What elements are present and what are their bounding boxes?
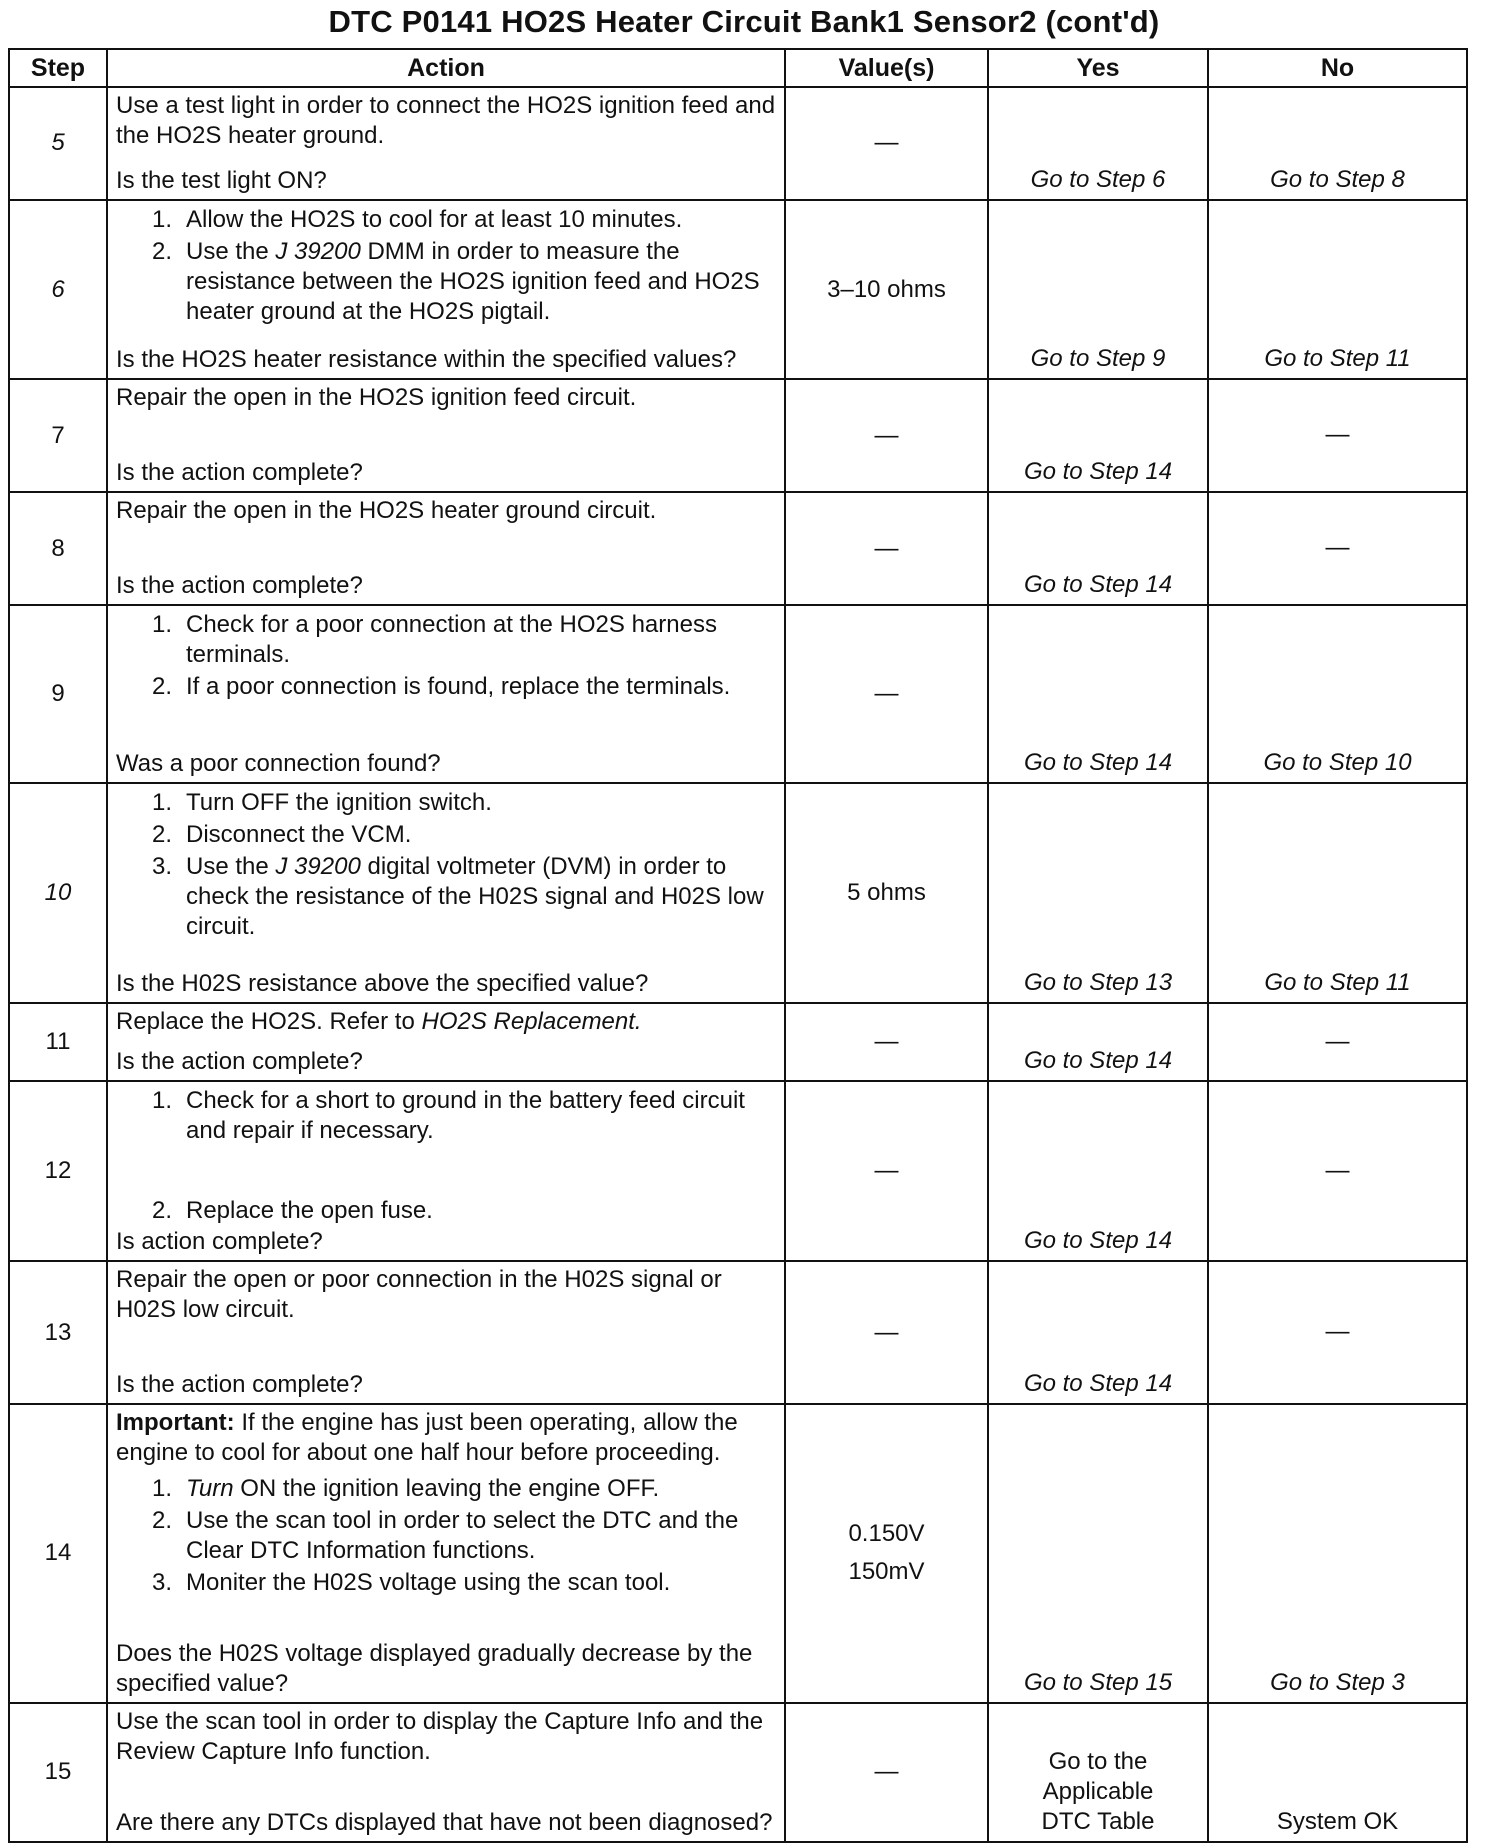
no-cell: Go to Step 8 bbox=[1208, 87, 1467, 200]
table-row bbox=[9, 605, 1467, 783]
value-cell: — bbox=[785, 1003, 988, 1082]
value-cell: — bbox=[785, 1081, 988, 1261]
step-number: 7 bbox=[9, 379, 107, 492]
value-cell: — bbox=[785, 605, 988, 783]
yes-cell: Go to Step 14 bbox=[988, 379, 1208, 492]
no-cell: Go to Step 10 bbox=[1208, 605, 1467, 783]
action-text: Repair the open or poor connection in the H02S signal or H02S low circuit. bbox=[116, 1265, 722, 1323]
no-cell: — bbox=[1208, 379, 1467, 492]
yes-cell: Go to Step 9 bbox=[988, 200, 1208, 380]
action-cell bbox=[107, 605, 785, 783]
value-cell: — bbox=[785, 87, 988, 200]
list-item: 1. Turn OFF the ignition switch. bbox=[151, 788, 492, 816]
table-row bbox=[9, 492, 1467, 605]
action-question: Are there any DTCs displayed that have not been diagnosed? bbox=[116, 1809, 773, 1836]
value-cell: — bbox=[785, 492, 988, 605]
no-cell: — bbox=[1208, 1081, 1467, 1261]
step-number: 15 bbox=[9, 1703, 107, 1842]
yes-cell: Go to Step 13 bbox=[988, 783, 1208, 1003]
action-cell bbox=[107, 87, 785, 200]
action-cell bbox=[107, 200, 785, 380]
action-cell bbox=[107, 1261, 785, 1404]
no-cell: — bbox=[1208, 1261, 1467, 1404]
table-row bbox=[9, 87, 1467, 200]
yes-cell: Go to Step 14 bbox=[988, 492, 1208, 605]
action-question: Is the action complete? bbox=[116, 1371, 363, 1399]
action-cell bbox=[107, 1003, 785, 1082]
value-cell: 5 ohms bbox=[785, 783, 988, 1003]
no-cell: System OK bbox=[1208, 1703, 1467, 1842]
action-cell bbox=[107, 492, 785, 605]
no-cell: — bbox=[1208, 492, 1467, 605]
table-header-row bbox=[9, 49, 1467, 87]
header-action: Action bbox=[107, 49, 785, 87]
header-yes: Yes bbox=[988, 49, 1208, 87]
step-number: 14 bbox=[9, 1404, 107, 1703]
action-text: Use the scan tool in order to display the Capture Info and the Review Capture Info function. bbox=[116, 1707, 764, 1765]
step-number: 8 bbox=[9, 492, 107, 605]
action-cell bbox=[107, 1404, 785, 1703]
list-item: 2. Replace the open fuse. bbox=[151, 1196, 433, 1224]
no-cell: Go to Step 11 bbox=[1208, 200, 1467, 380]
action-question: Does the H02S voltage displayed gradually decrease by the specified value? bbox=[116, 1639, 753, 1697]
action-question: Was a poor connection found? bbox=[116, 749, 441, 777]
no-cell: — bbox=[1208, 1003, 1467, 1082]
header-no: No bbox=[1208, 49, 1467, 87]
action-text: Repair the open in the HO2S heater ground circuit. bbox=[116, 497, 657, 525]
action-question: Is the HO2S heater resistance within the specified values? bbox=[116, 346, 737, 374]
important-note: Important: If the engine has just been operating, allow the engine to cool for about one half hour before proceeding. bbox=[116, 1409, 738, 1467]
action-question: Is the test light ON? bbox=[116, 166, 327, 194]
yes-cell: Go to Step 14 bbox=[988, 1003, 1208, 1082]
step-number: 13 bbox=[9, 1261, 107, 1404]
list-item: 2. Use the scan tool in order to select the DTC and the Clear DTC Information functions. bbox=[151, 1507, 739, 1565]
table-row bbox=[9, 1081, 1467, 1261]
list-item: 2. If a poor connection is found, replace the terminals. bbox=[151, 673, 731, 701]
header-step: Step bbox=[9, 49, 107, 87]
diagnostic-table bbox=[8, 48, 1468, 1843]
step-number: 6 bbox=[9, 200, 107, 380]
action-text: Repair the open in the HO2S ignition feed circuit. bbox=[116, 384, 637, 412]
yes-cell: Go to Step 6 bbox=[988, 87, 1208, 200]
action-text: Use a test light in order to connect the HO2S ignition feed and the HO2S heater ground. bbox=[116, 92, 776, 149]
value-cell: — bbox=[785, 1261, 988, 1404]
list-item: 2. Disconnect the VCM. bbox=[151, 820, 412, 848]
action-cell bbox=[107, 1081, 785, 1261]
list-item: 1. Allow the HO2S to cool for at least 10 minutes. bbox=[151, 205, 683, 233]
list-item: 3. Moniter the H02S voltage using the scan tool. bbox=[151, 1569, 671, 1597]
table-row bbox=[9, 200, 1467, 380]
no-cell: Go to Step 3 bbox=[1208, 1404, 1467, 1703]
yes-cell: Go to Step 14 bbox=[988, 1081, 1208, 1261]
value-cell bbox=[785, 1404, 988, 1703]
value-cell: 3–10 ohms bbox=[785, 200, 988, 380]
yes-cell: Go to Step 15 bbox=[988, 1404, 1208, 1703]
no-cell: Go to Step 11 bbox=[1208, 783, 1467, 1003]
step-number: 5 bbox=[9, 87, 107, 200]
value-cell: — bbox=[785, 379, 988, 492]
action-text: Replace the HO2S. Refer to HO2S Replacement. bbox=[116, 1007, 642, 1035]
list-item: 3. Use the J 39200 digital voltmeter (DVM) in order to check the resistance of the H02S signal and H02S low circuit. bbox=[151, 852, 764, 940]
table-row bbox=[9, 379, 1467, 492]
value-cell: — bbox=[785, 1703, 988, 1842]
table-row bbox=[9, 1003, 1467, 1082]
yes-cell: Go to Step 14 bbox=[988, 605, 1208, 783]
action-question: Is the action complete? bbox=[116, 572, 363, 600]
value-volts: 0.150V bbox=[848, 1520, 925, 1548]
table-row bbox=[9, 783, 1467, 1003]
yes-cell: Go to Step 14 bbox=[988, 1261, 1208, 1404]
list-item: 1. Check for a short to ground in the battery feed circuit and repair if necessary. bbox=[151, 1087, 745, 1145]
header-values: Value(s) bbox=[785, 49, 988, 87]
step-number: 10 bbox=[9, 783, 107, 1003]
action-cell bbox=[107, 1703, 785, 1842]
list-item: 2. Use the J 39200 DMM in order to measure the resistance between the HO2S ignition feed and HO2S heater ground at the HO2S pigtail. bbox=[151, 237, 760, 325]
value-millivolts: 150mV bbox=[848, 1558, 925, 1586]
page-title: DTC P0141 HO2S Heater Circuit Bank1 Sensor2 (cont'd) bbox=[328, 4, 1160, 39]
action-cell bbox=[107, 783, 785, 1003]
step-number: 11 bbox=[9, 1003, 107, 1082]
step-number: 9 bbox=[9, 605, 107, 783]
yes-cell: Go to the Applicable DTC Table bbox=[988, 1703, 1208, 1842]
list-item: 1. Turn ON the ignition leaving the engine OFF. bbox=[151, 1475, 660, 1503]
action-question: Is the H02S resistance above the specified value? bbox=[116, 969, 649, 997]
table-row bbox=[9, 1404, 1467, 1703]
action-question: Is action complete? bbox=[116, 1227, 323, 1255]
action-cell bbox=[107, 379, 785, 492]
table-row bbox=[9, 1261, 1467, 1404]
step-number: 12 bbox=[9, 1081, 107, 1261]
table-row bbox=[9, 1703, 1467, 1842]
action-question: Is the action complete? bbox=[116, 1048, 363, 1076]
action-question: Is the action complete? bbox=[116, 459, 363, 487]
list-item: 1. Check for a poor connection at the HO2S harness terminals. bbox=[151, 611, 717, 669]
